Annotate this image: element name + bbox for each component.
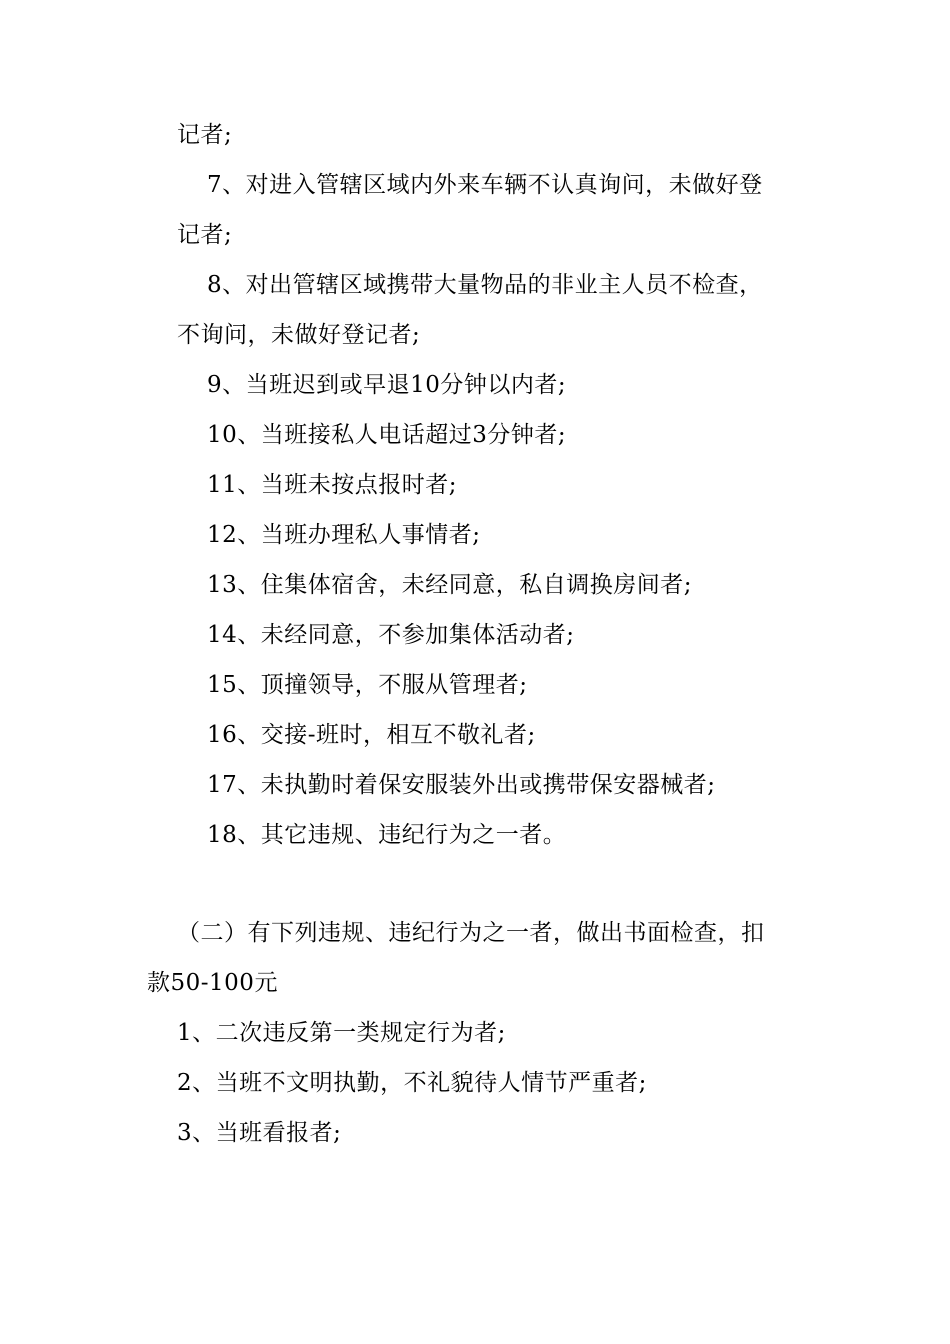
section-heading-2-continuation: 款50-100元	[147, 970, 278, 996]
text-line-continuation-1: 记者;	[177, 122, 233, 148]
rule-item-15: 15、顶撞领导，不服从管理者;	[207, 672, 528, 698]
rule-item-18: 18、其它违规、违纪行为之一者。	[207, 822, 567, 848]
section-heading-2: （二）有下列违规、违纪行为之一者，做出书面检查，扣	[177, 920, 765, 946]
rule-item-16: 16、交接-班时，相互不敬礼者;	[207, 722, 536, 748]
rule-item-12: 12、当班办理私人事情者;	[207, 522, 481, 548]
rule-item-13: 13、住集体宿舍，未经同意，私自调换房间者;	[207, 572, 693, 598]
rule-item-8: 8、对出管辖区域携带大量物品的非业主人员不检查，	[207, 272, 763, 298]
rule-item-9: 9、当班迟到或早退10分钟以内者;	[207, 372, 567, 398]
rule-item-10: 10、当班接私人电话超过3分钟者;	[207, 422, 567, 448]
rule-item-11: 11、当班未按点报时者;	[207, 472, 458, 498]
rule-item-s2-1: 1、二次违反第一类规定行为者;	[177, 1020, 506, 1046]
rule-item-s2-3: 3、当班看报者;	[177, 1120, 342, 1146]
rule-item-7: 7、对进入管辖区域内外来车辆不认真询问，未做好登	[207, 172, 763, 198]
text-line-continuation-2: 记者;	[177, 222, 233, 248]
text-line-continuation-3: 不询问，未做好登记者;	[177, 322, 421, 348]
rule-item-s2-2: 2、当班不文明执勤，不礼貌待人情节严重者;	[177, 1070, 647, 1096]
rule-item-17: 17、未执勤时着保安服装外出或携带保安器械者;	[207, 772, 716, 798]
rule-item-14: 14、未经同意，不参加集体活动者;	[207, 622, 575, 648]
